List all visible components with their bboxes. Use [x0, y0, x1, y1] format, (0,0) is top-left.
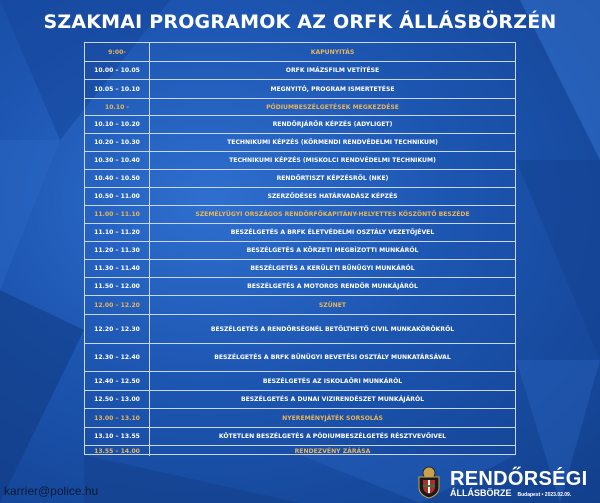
schedule-event: BESZÉLGETÉS A BRFK BŰNÜGYI BEVETÉSI OSZTÁLY MUNKATÁRSÁVAL [214, 354, 451, 361]
schedule-row [85, 99, 515, 116]
police-crest-icon [416, 465, 442, 499]
schedule-time: 11.50 – 12.00 [85, 278, 150, 295]
schedule-row [85, 260, 515, 278]
schedule-time: 11.20 – 11.30 [85, 242, 150, 259]
brand-subtitle: ÁLLÁSBÖRZE [450, 488, 512, 498]
schedule-row [85, 152, 515, 170]
schedule-row [85, 446, 515, 456]
schedule-row [85, 242, 515, 260]
schedule-time: 11.00 – 11.10 [85, 206, 150, 223]
schedule-time: 12.30 – 12.40 [85, 344, 150, 371]
schedule-event: SZEMÉLYÜGYI ORSZÁGOS RENDŐRFŐKAPITÁNY-HELYETTES KÖSZÖNTŐ BESZÉDE [195, 211, 470, 218]
schedule-event: TECHNIKUMI KÉPZÉS (KÖRMENDI RENDVÉDELMI TECHNIKUM) [227, 139, 438, 146]
schedule-time: 10.10 – 10.20 [85, 116, 150, 133]
schedule-time: 12.20 – 12.30 [85, 315, 150, 343]
schedule-event: BESZÉLGETÉS A MOTOROS RENDŐR MUNKÁJÁRÓL [247, 283, 418, 290]
contact-email[interactable]: karrier@police.hu [4, 484, 99, 498]
schedule-time: 10.40 – 10.50 [85, 170, 150, 187]
schedule-row [85, 116, 515, 134]
schedule-row [85, 278, 515, 296]
schedule-time: 13.10 – 13.55 [85, 428, 150, 445]
schedule-table [84, 42, 516, 455]
schedule-time: 12.40 – 12.50 [85, 372, 150, 390]
brand-title: RENDŐRSÉGI [450, 468, 588, 490]
schedule-row [85, 43, 515, 62]
schedule-event: PÓDIUMBESZÉLGETÉSEK MEGKEZDÉSE [266, 103, 399, 111]
schedule-event: BESZÉLGETÉS A KERÜLETI BŰNÜGYI MUNKÁRÓL [250, 265, 415, 272]
schedule-time: 11.30 – 11.40 [85, 260, 150, 277]
schedule-row [85, 80, 515, 99]
schedule-row [85, 296, 515, 315]
schedule-event: RENDEZVÉNY ZÁRÁSA [294, 447, 371, 455]
schedule-row [85, 409, 515, 428]
schedule-time: 13.00 – 13.10 [85, 409, 150, 427]
schedule-time: 12.00 – 12.20 [85, 296, 150, 314]
schedule-time: 10.30 – 10.40 [85, 152, 150, 169]
schedule-time: 10.05 – 10.10 [85, 80, 150, 98]
schedule-event: BESZÉLGETÉS A KÖRZETI MEGBÍZOTTI MUNKÁRÓL [246, 247, 419, 254]
schedule-event: SZERZŐDÉSES HATÁRVADÁSZ KÉPZÉS [267, 193, 398, 200]
brand-logo [450, 470, 587, 501]
schedule-event: MEGNYITÓ, PROGRAM ISMERTETÉSE [270, 85, 395, 93]
schedule-row [85, 428, 515, 446]
schedule-row [85, 391, 515, 409]
schedule-event: ORFK IMÁZSFILM VETÍTÉSE [285, 67, 380, 74]
schedule-row [85, 224, 515, 242]
schedule-row [85, 170, 515, 188]
schedule-event: RENDŐRTISZT KÉPZÉSRŐL (NKE) [276, 175, 389, 182]
page-title: SZAKMAI PROGRAMOK AZ ORFK ÁLLÁSBÖRZÉN [43, 11, 557, 33]
schedule-row [85, 344, 515, 372]
schedule-row [85, 315, 515, 344]
schedule-row [85, 206, 515, 224]
schedule-row [85, 372, 515, 391]
schedule-event: KAPUNYITÁS [310, 48, 355, 56]
schedule-event: SZÜNET [318, 301, 347, 309]
schedule-event: NYEREMÉNYJÁTÉK SORSOLÁS [282, 414, 383, 422]
schedule-time: 12.50 – 13.00 [85, 391, 150, 408]
schedule-row [85, 134, 515, 152]
schedule-time: 9:00- [85, 43, 150, 61]
schedule-event: KÖTETLEN BESZÉLGETÉS A PÓDIUMBESZÉLGETÉS RÉSZTVEVŐIVEL [218, 433, 447, 440]
schedule-event: BESZÉLGETÉS AZ ISKOLAŐRI MUNKÁRÓL [262, 377, 403, 385]
brand-date: Budapest • 2023.02.09. [517, 492, 572, 498]
schedule-event: BESZÉLGETÉS A BRFK ÉLETVÉDELMI OSZTÁLY VEZETŐJÉVEL [230, 229, 435, 236]
schedule-time: 13.55 – 14.00 [85, 446, 150, 456]
schedule-time: 10.20 – 10.30 [85, 134, 150, 151]
schedule-time: 10.10 - [85, 99, 150, 115]
schedule-time: 10.00 – 10.05 [85, 62, 150, 79]
schedule-event: BESZÉLGETÉS A RENDŐRSÉGNÉL BETÖLTHETŐ CIVIL MUNKAKÖRÖKRŐL [210, 325, 455, 333]
schedule-time: 11.10 – 11.20 [85, 224, 150, 241]
schedule-event: BESZÉLGETÉS A DUNAI VIZIRENDÉSZET MUNKÁJÁRÓL [240, 396, 425, 403]
schedule-row [85, 188, 515, 206]
schedule-time: 10.50 – 11.00 [85, 188, 150, 205]
schedule-event: TECHNIKUMI KÉPZÉS (MISKOLCI RENDVÉDELMI TECHNIKUM) [229, 157, 436, 164]
schedule-event: RENDŐRJÁRŐR KÉPZÉS (ADYLIGET) [272, 121, 393, 128]
schedule-row [85, 62, 515, 80]
